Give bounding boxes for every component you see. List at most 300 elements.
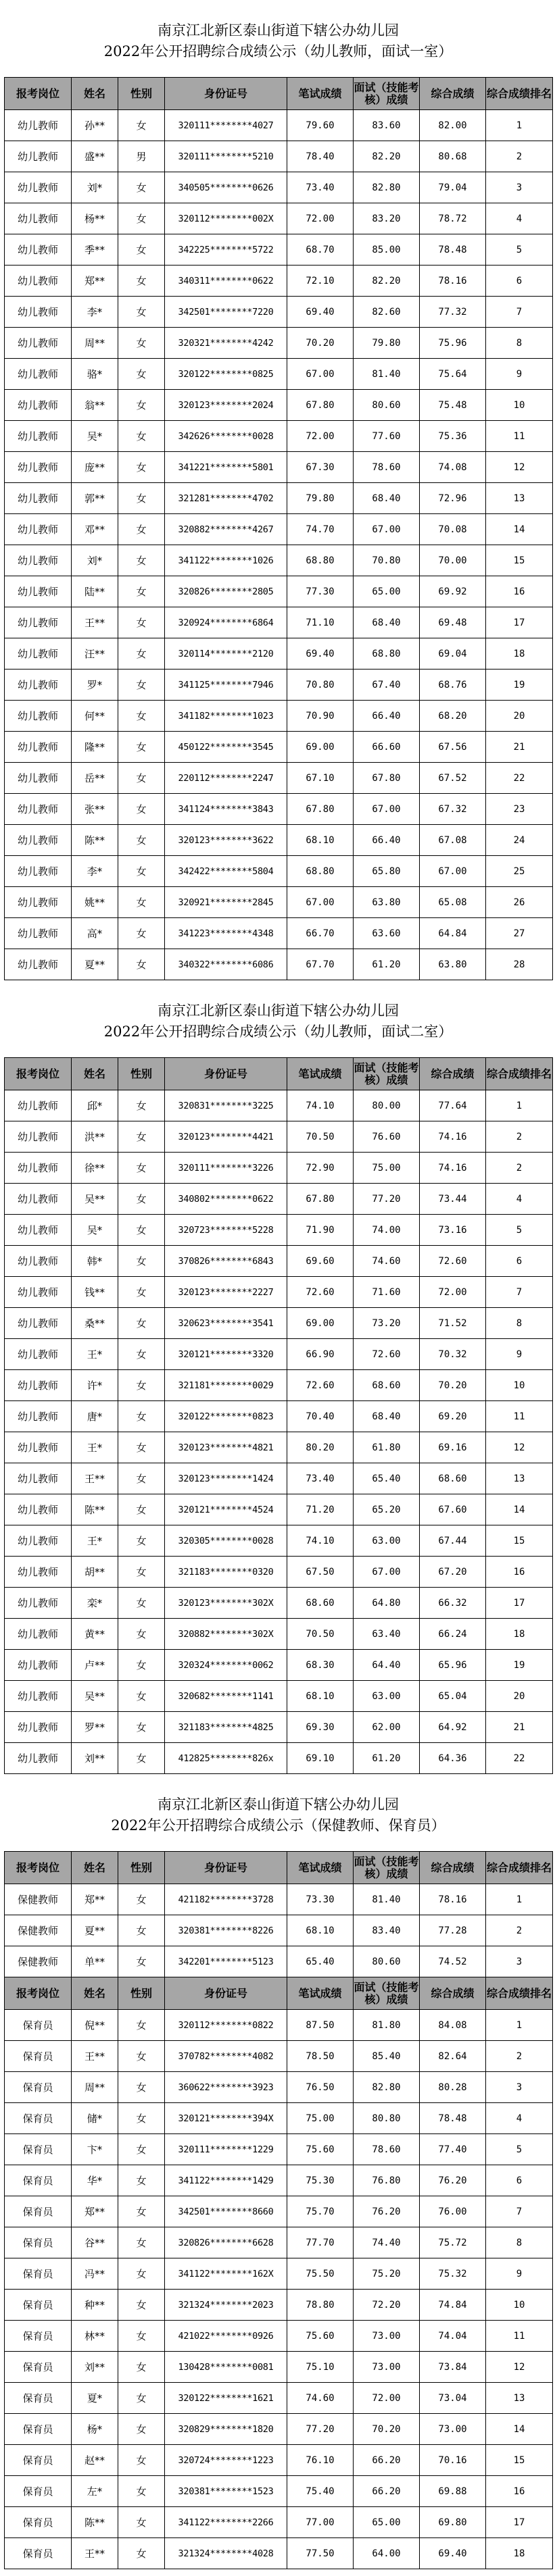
cell-name: 陈** — [72, 825, 118, 856]
cell-rank: 7 — [486, 2196, 553, 2227]
cell-total-score: 72.60 — [420, 1246, 486, 1277]
cell-interview-score: 61.80 — [354, 1432, 420, 1463]
cell-rank: 18 — [486, 1619, 553, 1650]
cell-rank: 4 — [486, 1184, 553, 1215]
cell-rank: 26 — [486, 887, 553, 918]
cell-name: 倪** — [72, 2010, 118, 2041]
cell-interview-score: 77.60 — [354, 421, 420, 452]
cell-gender: 女 — [118, 234, 165, 266]
cell-total-score: 78.72 — [420, 203, 486, 234]
cell-id-number: 342201********5123 — [165, 1946, 287, 1977]
cell-interview-score: 65.00 — [354, 576, 420, 607]
cell-written-score: 87.50 — [287, 2010, 354, 2041]
cell-gender: 男 — [118, 141, 165, 172]
table-row — [5, 2507, 553, 2538]
cell-written-score: 77.50 — [287, 2538, 354, 2569]
cell-gender: 女 — [118, 359, 165, 390]
cell-rank: 20 — [486, 1681, 553, 1712]
cell-id-number: 320321********4242 — [165, 328, 287, 359]
cell-name: 吴* — [72, 1215, 118, 1246]
table-row — [5, 452, 553, 483]
cell-id-number: 320111********5210 — [165, 141, 287, 172]
cell-position: 幼儿教师 — [5, 172, 72, 203]
cell-interview-score: 65.80 — [354, 856, 420, 887]
cell-name: 张** — [72, 794, 118, 825]
column-header-total-score: 综合成绩 — [420, 1852, 486, 1884]
table-row — [5, 1308, 553, 1339]
column-header-gender: 性别 — [118, 1852, 165, 1884]
cell-position: 保育员 — [5, 2321, 72, 2352]
cell-id-number: 340802********0622 — [165, 1184, 287, 1215]
table-row — [5, 1432, 553, 1463]
column-header-id-number: 身份证号 — [165, 1852, 287, 1884]
column-header-written-score: 笔试成绩 — [287, 1058, 354, 1090]
cell-rank: 19 — [486, 670, 553, 701]
cell-written-score: 75.30 — [287, 2165, 354, 2196]
cell-name: 吴** — [72, 1681, 118, 1712]
cell-total-score: 78.16 — [420, 266, 486, 297]
cell-name: 种** — [72, 2290, 118, 2321]
cell-total-score: 82.64 — [420, 2041, 486, 2072]
cell-gender: 女 — [118, 483, 165, 514]
column-header-position: 报考岗位 — [5, 1977, 72, 2010]
cell-position: 保育员 — [5, 2258, 72, 2290]
cell-id-number: 321281********4702 — [165, 483, 287, 514]
table-row — [5, 297, 553, 328]
cell-gender: 女 — [118, 1308, 165, 1339]
table-row — [5, 1588, 553, 1619]
cell-total-score: 64.84 — [420, 918, 486, 949]
cell-interview-score: 67.80 — [354, 763, 420, 794]
cell-id-number: 320381********8226 — [165, 1915, 287, 1946]
cell-position: 幼儿教师 — [5, 1401, 72, 1432]
table-row — [5, 1121, 553, 1153]
spacer — [0, 2569, 555, 2576]
cell-position: 幼儿教师 — [5, 1588, 72, 1619]
cell-written-score: 70.40 — [287, 1401, 354, 1432]
table-row — [5, 1946, 553, 1977]
column-header-position: 报考岗位 — [5, 1058, 72, 1090]
cell-name: 邓** — [72, 514, 118, 545]
column-header-written-score: 笔试成绩 — [287, 1977, 354, 2010]
table-row — [5, 1339, 553, 1370]
table-header-row — [5, 1058, 553, 1090]
cell-total-score: 69.20 — [420, 1401, 486, 1432]
column-header-rank: 综合成绩排名 — [486, 78, 553, 110]
cell-written-score: 67.80 — [287, 794, 354, 825]
cell-rank: 22 — [486, 763, 553, 794]
table-row — [5, 234, 553, 266]
cell-total-score: 65.96 — [420, 1650, 486, 1681]
cell-rank: 17 — [486, 2507, 553, 2538]
cell-name: 姚** — [72, 887, 118, 918]
cell-position: 幼儿教师 — [5, 1339, 72, 1370]
cell-rank: 17 — [486, 607, 553, 638]
cell-total-score: 69.40 — [420, 2538, 486, 2569]
cell-id-number: 370782********4082 — [165, 2041, 287, 2072]
table-row — [5, 1277, 553, 1308]
cell-name: 李* — [72, 297, 118, 328]
cell-gender: 女 — [118, 1153, 165, 1184]
cell-rank: 14 — [486, 1494, 553, 1525]
cell-interview-score: 63.80 — [354, 887, 420, 918]
cell-gender: 女 — [118, 2072, 165, 2103]
cell-name: 刘** — [72, 2352, 118, 2383]
cell-interview-score: 66.20 — [354, 2476, 420, 2507]
cell-interview-score: 78.60 — [354, 452, 420, 483]
cell-position: 保育员 — [5, 2010, 72, 2041]
cell-position: 幼儿教师 — [5, 1494, 72, 1525]
cell-rank: 17 — [486, 1588, 553, 1619]
cell-written-score: 69.00 — [287, 1308, 354, 1339]
cell-name: 洪** — [72, 1121, 118, 1153]
cell-rank: 3 — [486, 172, 553, 203]
cell-written-score: 74.10 — [287, 1525, 354, 1557]
cell-total-score: 64.92 — [420, 1712, 486, 1743]
cell-total-score: 75.48 — [420, 390, 486, 421]
cell-interview-score: 76.20 — [354, 2196, 420, 2227]
cell-rank: 6 — [486, 1246, 553, 1277]
cell-id-number: 220112********2247 — [165, 763, 287, 794]
cell-total-score: 73.04 — [420, 2383, 486, 2414]
cell-written-score: 77.20 — [287, 2414, 354, 2445]
cell-position: 幼儿教师 — [5, 1370, 72, 1401]
cell-interview-score: 63.40 — [354, 1619, 420, 1650]
cell-id-number: 130428********0081 — [165, 2352, 287, 2383]
cell-name: 郭** — [72, 483, 118, 514]
cell-position: 幼儿教师 — [5, 1090, 72, 1121]
cell-position: 幼儿教师 — [5, 794, 72, 825]
cell-name: 郑** — [72, 2196, 118, 2227]
cell-written-score: 75.70 — [287, 2196, 354, 2227]
cell-name: 唐* — [72, 1401, 118, 1432]
cell-position: 幼儿教师 — [5, 1557, 72, 1588]
column-header-name: 姓名 — [72, 1852, 118, 1884]
cell-interview-score: 64.40 — [354, 1650, 420, 1681]
cell-total-score: 68.76 — [420, 670, 486, 701]
cell-written-score: 75.60 — [287, 2321, 354, 2352]
cell-written-score: 77.00 — [287, 2507, 354, 2538]
table-row — [5, 1215, 553, 1246]
cell-rank: 21 — [486, 732, 553, 763]
cell-name: 隆** — [72, 732, 118, 763]
cell-gender: 女 — [118, 607, 165, 638]
cell-total-score: 70.00 — [420, 545, 486, 576]
cell-written-score: 67.70 — [287, 949, 354, 980]
cell-gender: 女 — [118, 2041, 165, 2072]
cell-total-score: 82.00 — [420, 110, 486, 141]
cell-id-number: 320123********4421 — [165, 1121, 287, 1153]
cell-gender: 女 — [118, 2476, 165, 2507]
cell-id-number: 321183********0320 — [165, 1557, 287, 1588]
cell-interview-score: 85.00 — [354, 234, 420, 266]
cell-name: 罗** — [72, 1712, 118, 1743]
table-row — [5, 794, 553, 825]
cell-id-number: 320921********2845 — [165, 887, 287, 918]
cell-interview-score: 63.00 — [354, 1525, 420, 1557]
cell-name: 杨* — [72, 2414, 118, 2445]
cell-gender: 女 — [118, 2321, 165, 2352]
column-header-rank: 综合成绩排名 — [486, 1852, 553, 1884]
cell-id-number: 320831********3225 — [165, 1090, 287, 1121]
table-row — [5, 1650, 553, 1681]
cell-rank: 2 — [486, 1121, 553, 1153]
table-row — [5, 825, 553, 856]
cell-rank: 20 — [486, 701, 553, 732]
cell-total-score: 68.20 — [420, 701, 486, 732]
cell-position: 幼儿教师 — [5, 1525, 72, 1557]
cell-interview-score: 85.40 — [354, 2041, 420, 2072]
table-row — [5, 1619, 553, 1650]
table-header-row — [5, 1852, 553, 1884]
cell-position: 幼儿教师 — [5, 1650, 72, 1681]
cell-written-score: 76.50 — [287, 2072, 354, 2103]
cell-interview-score: 68.40 — [354, 483, 420, 514]
cell-name: 高* — [72, 918, 118, 949]
cell-interview-score: 79.80 — [354, 328, 420, 359]
cell-interview-score: 72.20 — [354, 2290, 420, 2321]
cell-written-score: 68.10 — [287, 1915, 354, 1946]
cell-total-score: 70.16 — [420, 2445, 486, 2476]
cell-rank: 15 — [486, 545, 553, 576]
cell-rank: 22 — [486, 1743, 553, 1774]
cell-id-number: 320122********0823 — [165, 1401, 287, 1432]
cell-gender: 女 — [118, 266, 165, 297]
cell-id-number: 320826********2805 — [165, 576, 287, 607]
section-title — [4, 1774, 552, 1851]
table-row — [5, 1884, 553, 1915]
cell-gender: 女 — [118, 2414, 165, 2445]
cell-rank: 12 — [486, 452, 553, 483]
cell-written-score: 67.50 — [287, 1557, 354, 1588]
cell-total-score: 73.44 — [420, 1184, 486, 1215]
cell-gender: 女 — [118, 421, 165, 452]
table-row — [5, 2352, 553, 2383]
cell-written-score: 75.10 — [287, 2352, 354, 2383]
cell-rank: 4 — [486, 2103, 553, 2134]
cell-total-score: 67.08 — [420, 825, 486, 856]
cell-written-score: 68.30 — [287, 1650, 354, 1681]
cell-total-score: 67.44 — [420, 1525, 486, 1557]
cell-gender: 女 — [118, 1588, 165, 1619]
table-row — [5, 732, 553, 763]
cell-name: 陆** — [72, 576, 118, 607]
cell-position: 幼儿教师 — [5, 607, 72, 638]
cell-name: 岳** — [72, 763, 118, 794]
cell-total-score: 66.32 — [420, 1588, 486, 1619]
table-row — [5, 1153, 553, 1184]
cell-written-score: 71.20 — [287, 1494, 354, 1525]
cell-written-score: 76.10 — [287, 2445, 354, 2476]
cell-position: 保育员 — [5, 2134, 72, 2165]
column-header-id-number: 身份证号 — [165, 78, 287, 110]
cell-id-number: 340322********6086 — [165, 949, 287, 980]
cell-interview-score: 74.60 — [354, 1246, 420, 1277]
cell-written-score: 78.80 — [287, 2290, 354, 2321]
cell-id-number: 320724********1223 — [165, 2445, 287, 2476]
cell-gender: 女 — [118, 1681, 165, 1712]
cell-name: 华* — [72, 2165, 118, 2196]
cell-gender: 女 — [118, 794, 165, 825]
cell-name: 何** — [72, 701, 118, 732]
cell-position: 幼儿教师 — [5, 701, 72, 732]
cell-name: 吴** — [72, 1184, 118, 1215]
cell-written-score: 67.80 — [287, 1184, 354, 1215]
cell-interview-score: 67.40 — [354, 670, 420, 701]
column-header-name: 姓名 — [72, 1977, 118, 2010]
cell-total-score: 77.64 — [420, 1090, 486, 1121]
cell-name: 王* — [72, 1432, 118, 1463]
cell-name: 左* — [72, 2476, 118, 2507]
cell-interview-score: 80.80 — [354, 2103, 420, 2134]
cell-interview-score: 78.60 — [354, 2134, 420, 2165]
cell-rank: 6 — [486, 266, 553, 297]
cell-id-number: 450122********3545 — [165, 732, 287, 763]
cell-total-score: 80.68 — [420, 141, 486, 172]
cell-gender: 女 — [118, 856, 165, 887]
cell-total-score: 74.16 — [420, 1153, 486, 1184]
cell-position: 幼儿教师 — [5, 483, 72, 514]
table-row — [5, 328, 553, 359]
cell-id-number: 320623********3541 — [165, 1308, 287, 1339]
cell-id-number: 340311********0622 — [165, 266, 287, 297]
cell-total-score: 76.20 — [420, 2165, 486, 2196]
cell-total-score: 75.32 — [420, 2258, 486, 2290]
cell-gender: 女 — [118, 328, 165, 359]
table-header-row — [5, 78, 553, 110]
cell-position: 保健教师 — [5, 1884, 72, 1915]
cell-written-score: 69.10 — [287, 1743, 354, 1774]
cell-position: 保育员 — [5, 2383, 72, 2414]
cell-id-number: 320324********0062 — [165, 1650, 287, 1681]
cell-total-score: 74.52 — [420, 1946, 486, 1977]
cell-position: 保育员 — [5, 2103, 72, 2134]
cell-total-score: 67.52 — [420, 763, 486, 794]
cell-rank: 23 — [486, 794, 553, 825]
table-row — [5, 638, 553, 670]
cell-id-number: 320829********1820 — [165, 2414, 287, 2445]
cell-interview-score: 67.00 — [354, 1557, 420, 1588]
cell-id-number: 320121********3320 — [165, 1339, 287, 1370]
cell-written-score: 68.10 — [287, 1681, 354, 1712]
cell-position: 幼儿教师 — [5, 763, 72, 794]
cell-gender: 女 — [118, 452, 165, 483]
cell-gender: 女 — [118, 1650, 165, 1681]
cell-position: 保育员 — [5, 2352, 72, 2383]
cell-gender: 女 — [118, 297, 165, 328]
column-header-gender: 性别 — [118, 1058, 165, 1090]
cell-rank: 7 — [486, 297, 553, 328]
cell-rank: 18 — [486, 638, 553, 670]
cell-id-number: 320112********0822 — [165, 2010, 287, 2041]
cell-written-score: 72.00 — [287, 203, 354, 234]
cell-id-number: 320121********4524 — [165, 1494, 287, 1525]
cell-rank: 24 — [486, 825, 553, 856]
cell-total-score: 75.72 — [420, 2227, 486, 2258]
cell-rank: 6 — [486, 2165, 553, 2196]
cell-name: 骆* — [72, 359, 118, 390]
cell-id-number: 341124********3843 — [165, 794, 287, 825]
cell-position: 幼儿教师 — [5, 1277, 72, 1308]
title-line-1: 南京江北新区泰山街道下辖公办幼儿园 — [158, 22, 399, 39]
cell-total-score: 69.80 — [420, 2507, 486, 2538]
cell-name: 王** — [72, 2041, 118, 2072]
table-row — [5, 1681, 553, 1712]
table-row — [5, 887, 553, 918]
cell-interview-score: 68.80 — [354, 638, 420, 670]
cell-interview-score: 65.20 — [354, 1494, 420, 1525]
cell-gender: 女 — [118, 732, 165, 763]
cell-id-number: 321324********4028 — [165, 2538, 287, 2569]
cell-written-score: 72.90 — [287, 1153, 354, 1184]
cell-rank: 2 — [486, 2041, 553, 2072]
cell-gender: 女 — [118, 1712, 165, 1743]
cell-written-score: 66.70 — [287, 918, 354, 949]
cell-interview-score: 83.40 — [354, 1915, 420, 1946]
cell-position: 幼儿教师 — [5, 297, 72, 328]
cell-total-score: 69.16 — [420, 1432, 486, 1463]
cell-gender: 女 — [118, 2258, 165, 2290]
cell-written-score: 67.30 — [287, 452, 354, 483]
cell-written-score: 75.50 — [287, 2258, 354, 2290]
cell-id-number: 341122********2266 — [165, 2507, 287, 2538]
cell-interview-score: 70.80 — [354, 545, 420, 576]
cell-rank: 4 — [486, 203, 553, 234]
cell-gender: 女 — [118, 1557, 165, 1588]
cell-position: 幼儿教师 — [5, 1184, 72, 1215]
cell-rank: 10 — [486, 2290, 553, 2321]
cell-rank: 16 — [486, 576, 553, 607]
column-header-gender: 性别 — [118, 78, 165, 110]
cell-id-number: 320682********1141 — [165, 1681, 287, 1712]
cell-interview-score: 76.80 — [354, 2165, 420, 2196]
cell-name: 陈** — [72, 2507, 118, 2538]
cell-written-score: 72.60 — [287, 1277, 354, 1308]
table-row — [5, 266, 553, 297]
cell-rank: 3 — [486, 1946, 553, 1977]
cell-interview-score: 80.00 — [354, 1090, 420, 1121]
cell-rank: 12 — [486, 1432, 553, 1463]
cell-position: 幼儿教师 — [5, 576, 72, 607]
cell-total-score: 66.24 — [420, 1619, 486, 1650]
cell-name: 刘** — [72, 1743, 118, 1774]
title-line-2: 2022年公开招聘综合成绩公示（保健教师、保育员） — [111, 1817, 445, 1834]
cell-position: 幼儿教师 — [5, 141, 72, 172]
cell-gender: 女 — [118, 2165, 165, 2196]
cell-id-number: 320111********4027 — [165, 110, 287, 141]
cell-interview-score: 61.20 — [354, 949, 420, 980]
cell-interview-score: 63.60 — [354, 918, 420, 949]
cell-written-score: 65.40 — [287, 1946, 354, 1977]
cell-name: 徐** — [72, 1153, 118, 1184]
cell-rank: 15 — [486, 2445, 553, 2476]
cell-gender: 女 — [118, 1121, 165, 1153]
cell-total-score: 67.20 — [420, 1557, 486, 1588]
cell-total-score: 74.16 — [420, 1121, 486, 1153]
cell-total-score: 73.16 — [420, 1215, 486, 1246]
cell-position: 幼儿教师 — [5, 545, 72, 576]
cell-gender: 女 — [118, 1619, 165, 1650]
cell-written-score: 68.80 — [287, 856, 354, 887]
cell-id-number: 360622********3923 — [165, 2072, 287, 2103]
cell-name: 庞** — [72, 452, 118, 483]
cell-total-score: 76.00 — [420, 2196, 486, 2227]
cell-position: 幼儿教师 — [5, 887, 72, 918]
results-table — [4, 1057, 553, 1774]
table-row — [5, 1525, 553, 1557]
cell-gender: 女 — [118, 2352, 165, 2383]
cell-total-score: 74.04 — [420, 2321, 486, 2352]
